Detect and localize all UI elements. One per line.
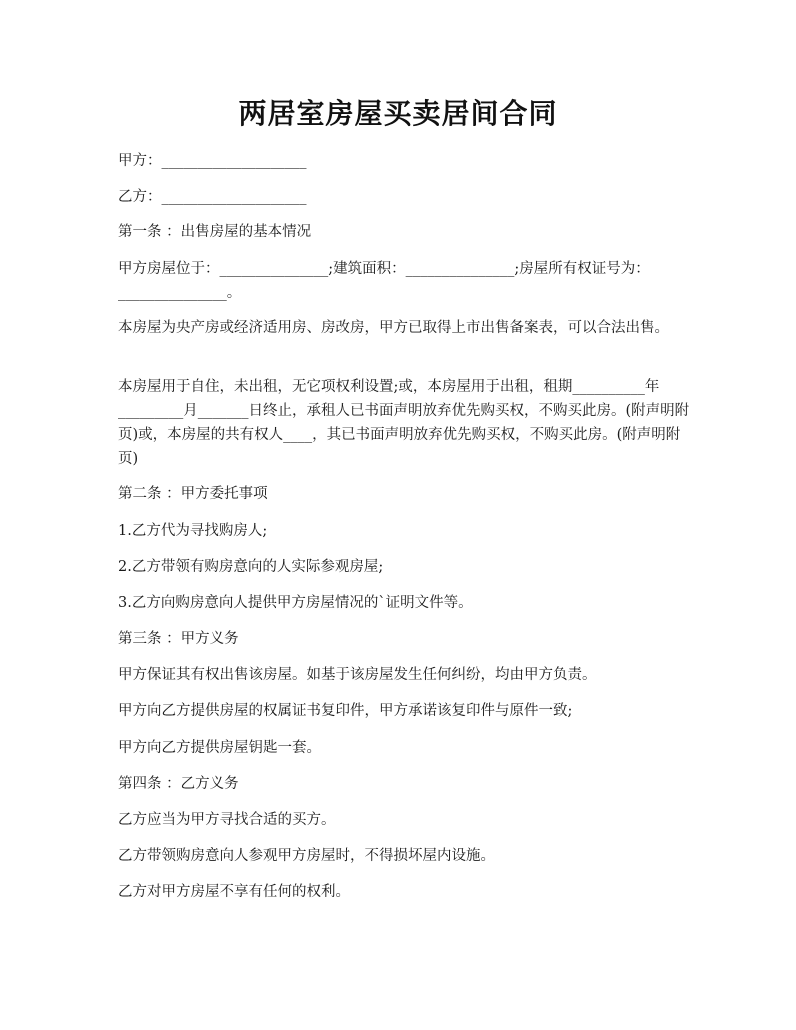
article-3-item: 甲方向乙方提供房屋的权属证书复印件，甲方承诺该复印件与原件一致; (118, 703, 573, 719)
article-4-item: 乙方对甲方房屋不享有任何的权利。 (118, 884, 350, 900)
article-3-item: 甲方保证其有权出售该房屋。如基于该房屋发生任何纠纷，均由甲方负责。 (118, 667, 597, 683)
party-a-line: 甲方：____________________ (118, 153, 307, 169)
article-2-item: 3.乙方向购房意向人提供甲方房屋情况的`证明文件等。 (118, 595, 473, 611)
article-3-item: 甲方向乙方提供房屋钥匙一套。 (118, 740, 321, 756)
article-2-item: 2.乙方带领有购房意向的人实际参观房屋; (118, 559, 384, 575)
article-4-item: 乙方应当为甲方寻找合适的买方。 (118, 812, 336, 828)
article-1-location: 甲方房屋位于：_______________;建筑面积：_______________;房屋所有权证号为：_______________。 (118, 261, 650, 301)
article-1-use: 本房屋用于自住，未出租，无它项权利设置;或，本房屋用于出租，租期__________年_________月_______日终止，承租人已书面声明放弃优先购买权，不购买此房。(附声明附页)或，本房屋的共有权人____，其已书面声明放弃优先购买权，不购买此房。(附声明附页) (118, 379, 690, 467)
article-1-heading: 第一条 ：出售房屋的基本情况 (118, 224, 312, 240)
article-4-item: 乙方带领购房意向人参观甲方房屋时，不得损坏屋内设施。 (118, 848, 495, 864)
article-2-heading: 第二条 ：甲方委托事项 (118, 486, 268, 502)
article-3-heading: 第三条 ：甲方义务 (118, 631, 239, 647)
party-b-line: 乙方：____________________ (118, 189, 307, 205)
article-4-heading: 第四条 ：乙方义务 (118, 776, 239, 792)
document-title: 两居室房屋买卖居间合同 (238, 97, 558, 130)
article-1-status: 本房屋为央产房或经济适用房、房改房，甲方已取得上市出售备案表，可以合法出售。 (118, 320, 669, 336)
article-2-item: 1.乙方代为寻找购房人; (118, 523, 268, 539)
